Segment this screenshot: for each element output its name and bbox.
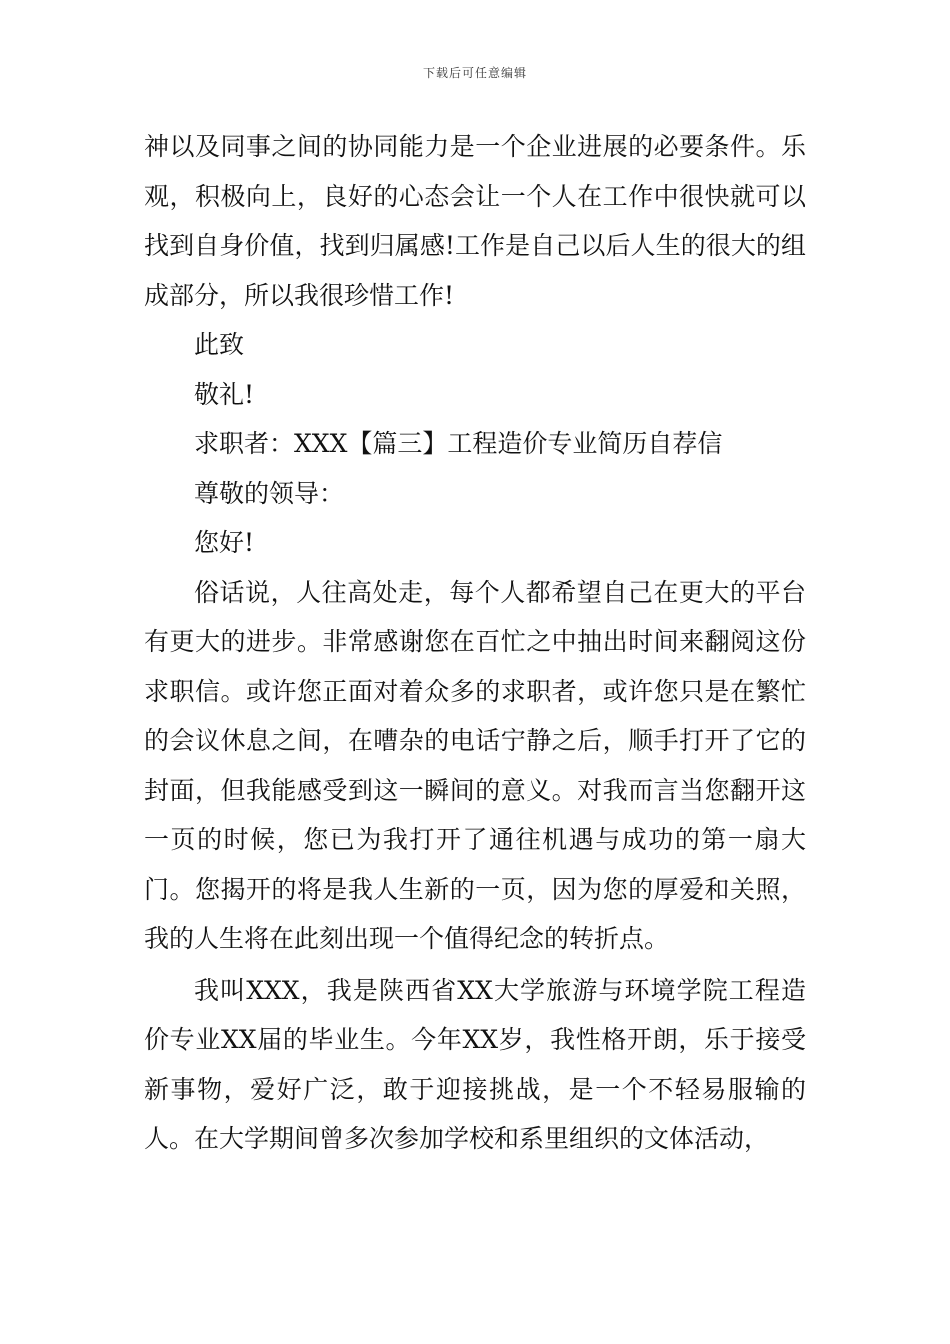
greeting-hello: 您好! bbox=[194, 528, 255, 557]
closing-salutation: 此致 bbox=[194, 330, 245, 359]
greeting-recipient: 尊敬的领导： bbox=[194, 478, 345, 508]
signature-and-section-title: 求职者：XXX【篇三】工程造价专业简历自荐信 bbox=[194, 429, 723, 458]
closing-regards: 敬礼! bbox=[194, 379, 255, 409]
document-body bbox=[144, 122, 806, 1164]
paragraph-continuation: 神以及同事之间的协同能力是一个企业进展的必要条件。乐观，积极向上，良好的心态会让一个人在工作中很快就可以找到自身价值，找到归属感!工作是自己以后人生的很大的组成部分，所以我很珍惜工作! bbox=[144, 132, 806, 310]
page-header: 下载后可任意编辑 bbox=[422, 66, 527, 80]
paragraph-self-introduction: 我叫XXX，我是陕西省XX大学旅游与环境学院工程造价专业XX届的毕业生。今年XX岁，我性格开朗，乐于接受新事物，爱好广泛，敢于迎接挑战，是一个不轻易服输的人。在大学期间曾多次参加学校和系里组织的文体活动， bbox=[144, 975, 806, 1153]
paragraph-intro: 俗话说，人往高处走，每个人都希望自己在更大的平台有更大的进步。非常感谢您在百忙之中抽出时间来翻阅这份求职信。或许您正面对着众多的求职者，或许您只是在繁忙的会议休息之间，在嘈杂的电话宁静之后，顺手打开了它的封面，但我能感受到这一瞬间的意义。对我而言当您翻开这一页的时候，您已为我打开了通往机遇与成功的第一扇大门。您揭开的将是我人生新的一页，因为您的厚爱和关照，我的人生将在此刻出现一个值得纪念的转折点。 bbox=[144, 577, 806, 953]
